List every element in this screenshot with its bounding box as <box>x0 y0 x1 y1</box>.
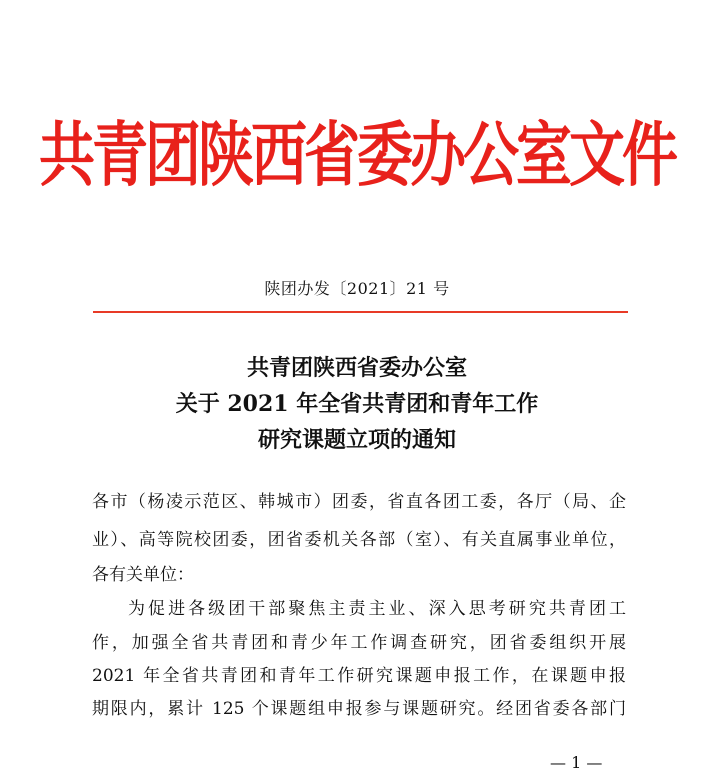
document-masthead: 共青团陕西省委办公室文件 <box>39 115 675 197</box>
addressee-line-1: 各市（杨凌示范区、韩城市）团委，省直各团工委，各厅（局、企 <box>92 492 626 512</box>
page-number: — 1 — <box>550 753 603 772</box>
body-paragraph-line-1: 为促进各级团干部聚焦主责主业、深入思考研究共青团工 <box>128 599 626 619</box>
addressee-line-2: 业）、高等院校团委，团省委机关各部（室）、有关直属事业单位， <box>92 530 626 550</box>
body-paragraph-line-2: 作，加强全省共青团和青少年工作调查研究，团省委组织开展 <box>92 633 626 653</box>
document-number: 陕团办发〔2021〕21 号 <box>264 279 450 298</box>
notice-title-line-2: 关于 2021 年全省共青团和青年工作 <box>175 391 539 417</box>
addressee-line-3: 各有关单位： <box>92 565 194 585</box>
body-paragraph-line-3: 2021 年全省共青团和青年工作研究课题申报工作，在课题申报 <box>92 666 626 686</box>
notice-title-line-1: 共青团陕西省委办公室 <box>246 355 467 381</box>
red-separator-line <box>93 311 628 313</box>
notice-title-line-3: 研究课题立项的通知 <box>257 427 456 453</box>
body-paragraph-line-4: 期限内，累计 125 个课题组申报参与课题研究。经团省委各部门 <box>92 699 626 719</box>
